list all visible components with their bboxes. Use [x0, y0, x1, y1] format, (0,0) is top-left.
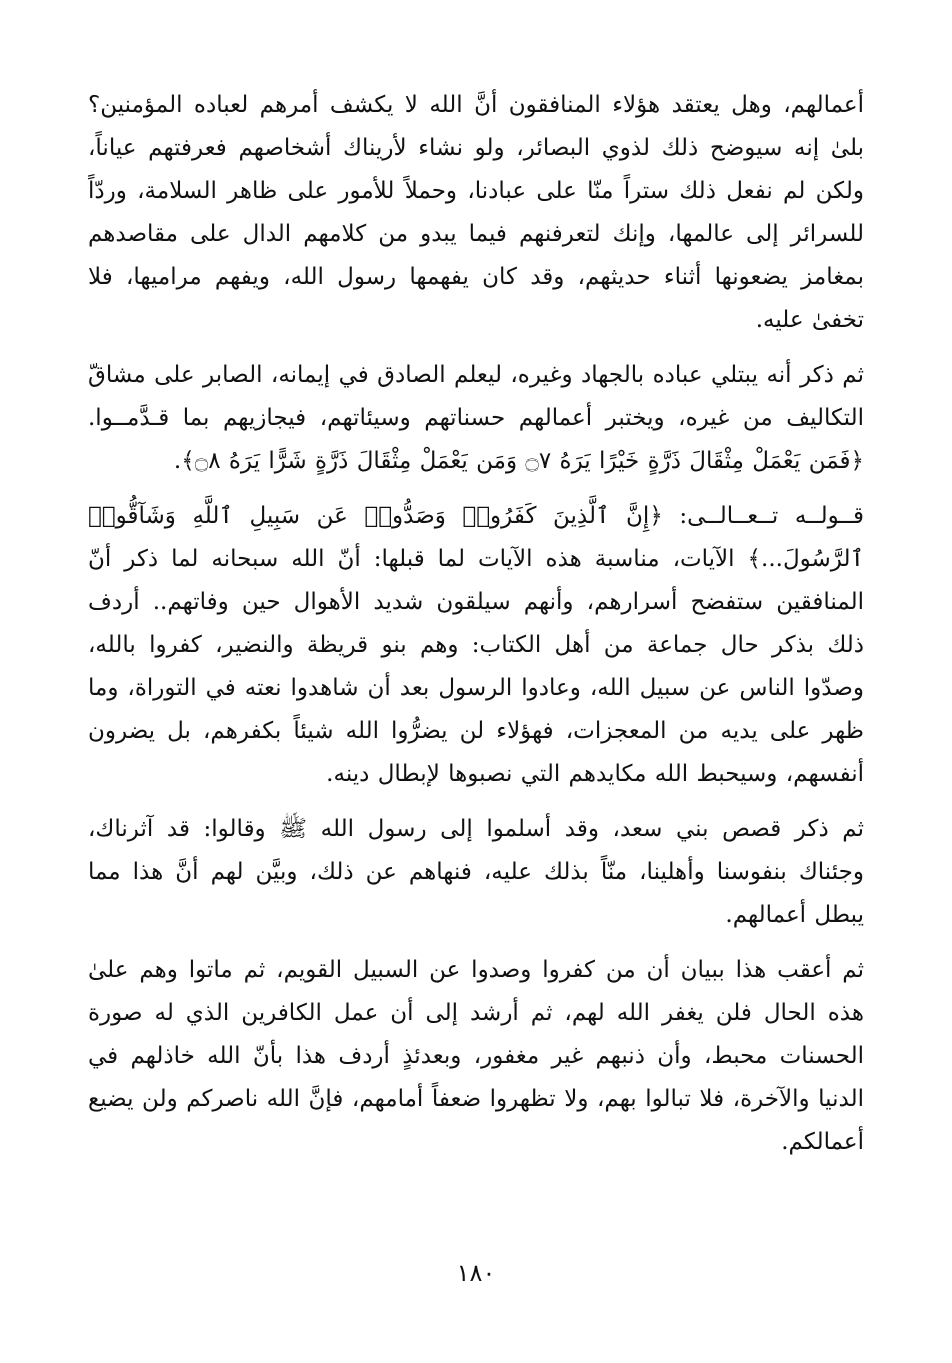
paragraph-4: ثم ذكر قصص بني سعد، وقد أسلموا إلى رسول الله ﷺ وقالوا: قد آثرناك، وجئناك بنفوسنا وأهلينا، منّاً بذلك عليه، فنهاهم عن ذلك، وبيَّن لهم أنَّ هذا مما يبطل أعمالهم. — [88, 816, 864, 928]
paragraph-3: قــولــه تــعــالــى: ﴿إِنَّ ٱلَّذِينَ كَفَرُوا۟ وَصَدُّوا۟ عَن سَبِيلِ ٱللَّهِ وَشَآقُّوا۟ ٱلرَّسُولَ...﴾ الآيات، مناسبة هذه الآيات لما قبلها: أنّ الله سبحانه لما ذكر أنّ المنافقين ستفضح أسرارهم، وأنهم سيلقون شديد الأهوال حين وفاتهم.. أردف ذلك بذكر حال جماعة من أهل الكتاب: وهم بنو قريظة والنضير، كفروا بالله، وصدّوا الناس عن سبيل الله، وعادوا الرسول بعد أن شاهدوا نعته في التوراة، وما ظهر على يديه من المعجزات، فهؤلاء لن يضرُّوا الله شيئاً بكفرهم، بل يضرون أنفسهم، وسيحبط الله مكايدهم التي نصبوها لإبطال دينه. — [88, 503, 864, 787]
paragraph-2: ثم ذكر أنه يبتلي عباده بالجهاد وغيره، ليعلم الصادق في إيمانه، الصابر على مشاقّ التكاليف من غيره، ويختبر أعمالهم حسناتهم وسيئاتهم، فيجازيهم بما قـدَّمــوا. ﴿فَمَن يَعْمَلْ مِثْقَالَ ذَرَّةٍ خَيْرًا يَرَهُ ۝٧ وَمَن يَعْمَلْ مِثْقَالَ ذَرَّةٍ شَرًّا يَرَهُ ۝٨﴾. — [88, 362, 864, 474]
page-body — [88, 84, 864, 1164]
paragraph-1: أعمالهم، وهل يعتقد هؤلاء المنافقون أنَّ الله لا يكشف أمرهم لعباده المؤمنين؟ بلىٰ إنه سيوضح ذلك لذوي البصائر، ولو نشاء لأريناك أشخاصهم فعرفتهم عياناً، ولكن لم نفعل ذلك ستراً منّا على عبادنا، وحملاً للأمور على ظاهر السلامة، وردّاً للسرائر إلى عالمها، وإنك لتعرفنهم فيما يبدو من كلامهم الدال على مقاصدهم بمغامز يضعونها أثناء حديثهم، وقد كان يفهمها رسول الله، ويفهم مراميها، فلا تخفىٰ عليه. — [88, 92, 864, 333]
page-number: ١٨٠ — [456, 1259, 496, 1287]
paragraph-5: ثم أعقب هذا ببيان أن من كفروا وصدوا عن السبيل القويم، ثم ماتوا وهم علىٰ هذه الحال فلن يغفر الله لهم، ثم أرشد إلى أن عمل الكافرين الذي له صورة الحسنات محبط، وأن ذنبهم غير مغفور، وبعدئذٍ أردف هذا بأنّ الله خاذلهم في الدنيا والآخرة، فلا تبالوا بهم، ولا تظهروا ضعفاً أمامهم، فإنَّ الله ناصركم ولن يضيع أعمالكم. — [88, 957, 864, 1155]
